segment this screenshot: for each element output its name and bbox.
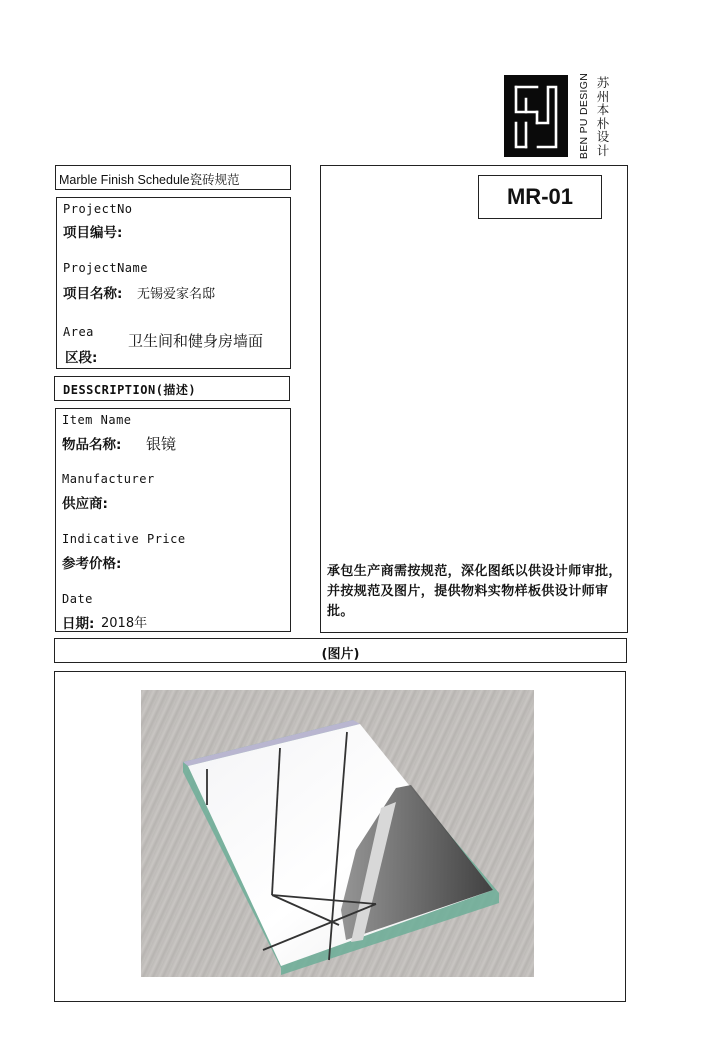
item-details-box (55, 408, 291, 632)
item-name-label-cn: 物品名称: (62, 437, 122, 453)
contractor-note: 承包生产商需按规范，深化图纸以供设计师审批，并按规范及图片，提供物料实物样板供设计师审批。 (327, 564, 622, 619)
price-label-cn: 参考价格: (62, 556, 122, 572)
brand-name-en: BEN PU DESIGN (578, 72, 590, 160)
price-label-en: Indicative Price (62, 532, 186, 546)
brand-logo-mark (504, 75, 568, 157)
schedule-title: Marble Finish Schedule瓷砖规范 (59, 173, 240, 187)
area-label-en: Area (63, 325, 94, 339)
description-header: DESSCRIPTION(描述) (63, 383, 197, 397)
mirror-photo (141, 690, 534, 977)
area-label-cn: 区段: (65, 350, 98, 366)
project-info-box (56, 197, 291, 369)
manufacturer-label-cn: 供应商: (62, 496, 108, 512)
project-no-label-en: ProjectNo (63, 202, 133, 216)
schedule-title-box (55, 165, 291, 190)
material-code: MR-01 (506, 184, 573, 209)
project-no-label-cn: 项目编号: (63, 225, 123, 241)
picture-header: (图片) (321, 647, 360, 662)
manufacturer-label-en: Manufacturer (62, 472, 155, 486)
brand-char: 本 (596, 102, 610, 117)
project-name-label-en: ProjectName (63, 261, 148, 275)
brand-char: 苏 (596, 75, 610, 90)
material-code-box (478, 175, 602, 219)
brand-char: 计 (596, 142, 610, 158)
item-name-value: 银镜 (146, 435, 177, 453)
brand-char: 设 (596, 129, 610, 144)
picture-header-box (54, 638, 627, 663)
brand-char: 朴 (596, 115, 610, 131)
date-label-cn: 日期: (62, 616, 95, 632)
project-name-value: 无锡爱家名邸 (137, 287, 216, 302)
brand-char: 州 (596, 88, 610, 104)
area-value: 卫生间和健身房墙面 (128, 332, 264, 350)
item-name-label-en: Item Name (62, 413, 132, 427)
date-label-en: Date (62, 592, 93, 606)
brand-name-cn (596, 76, 610, 157)
description-header-box (54, 376, 290, 401)
project-name-label-cn: 项目名称: (63, 286, 123, 302)
date-value: 2018年 (101, 616, 148, 631)
